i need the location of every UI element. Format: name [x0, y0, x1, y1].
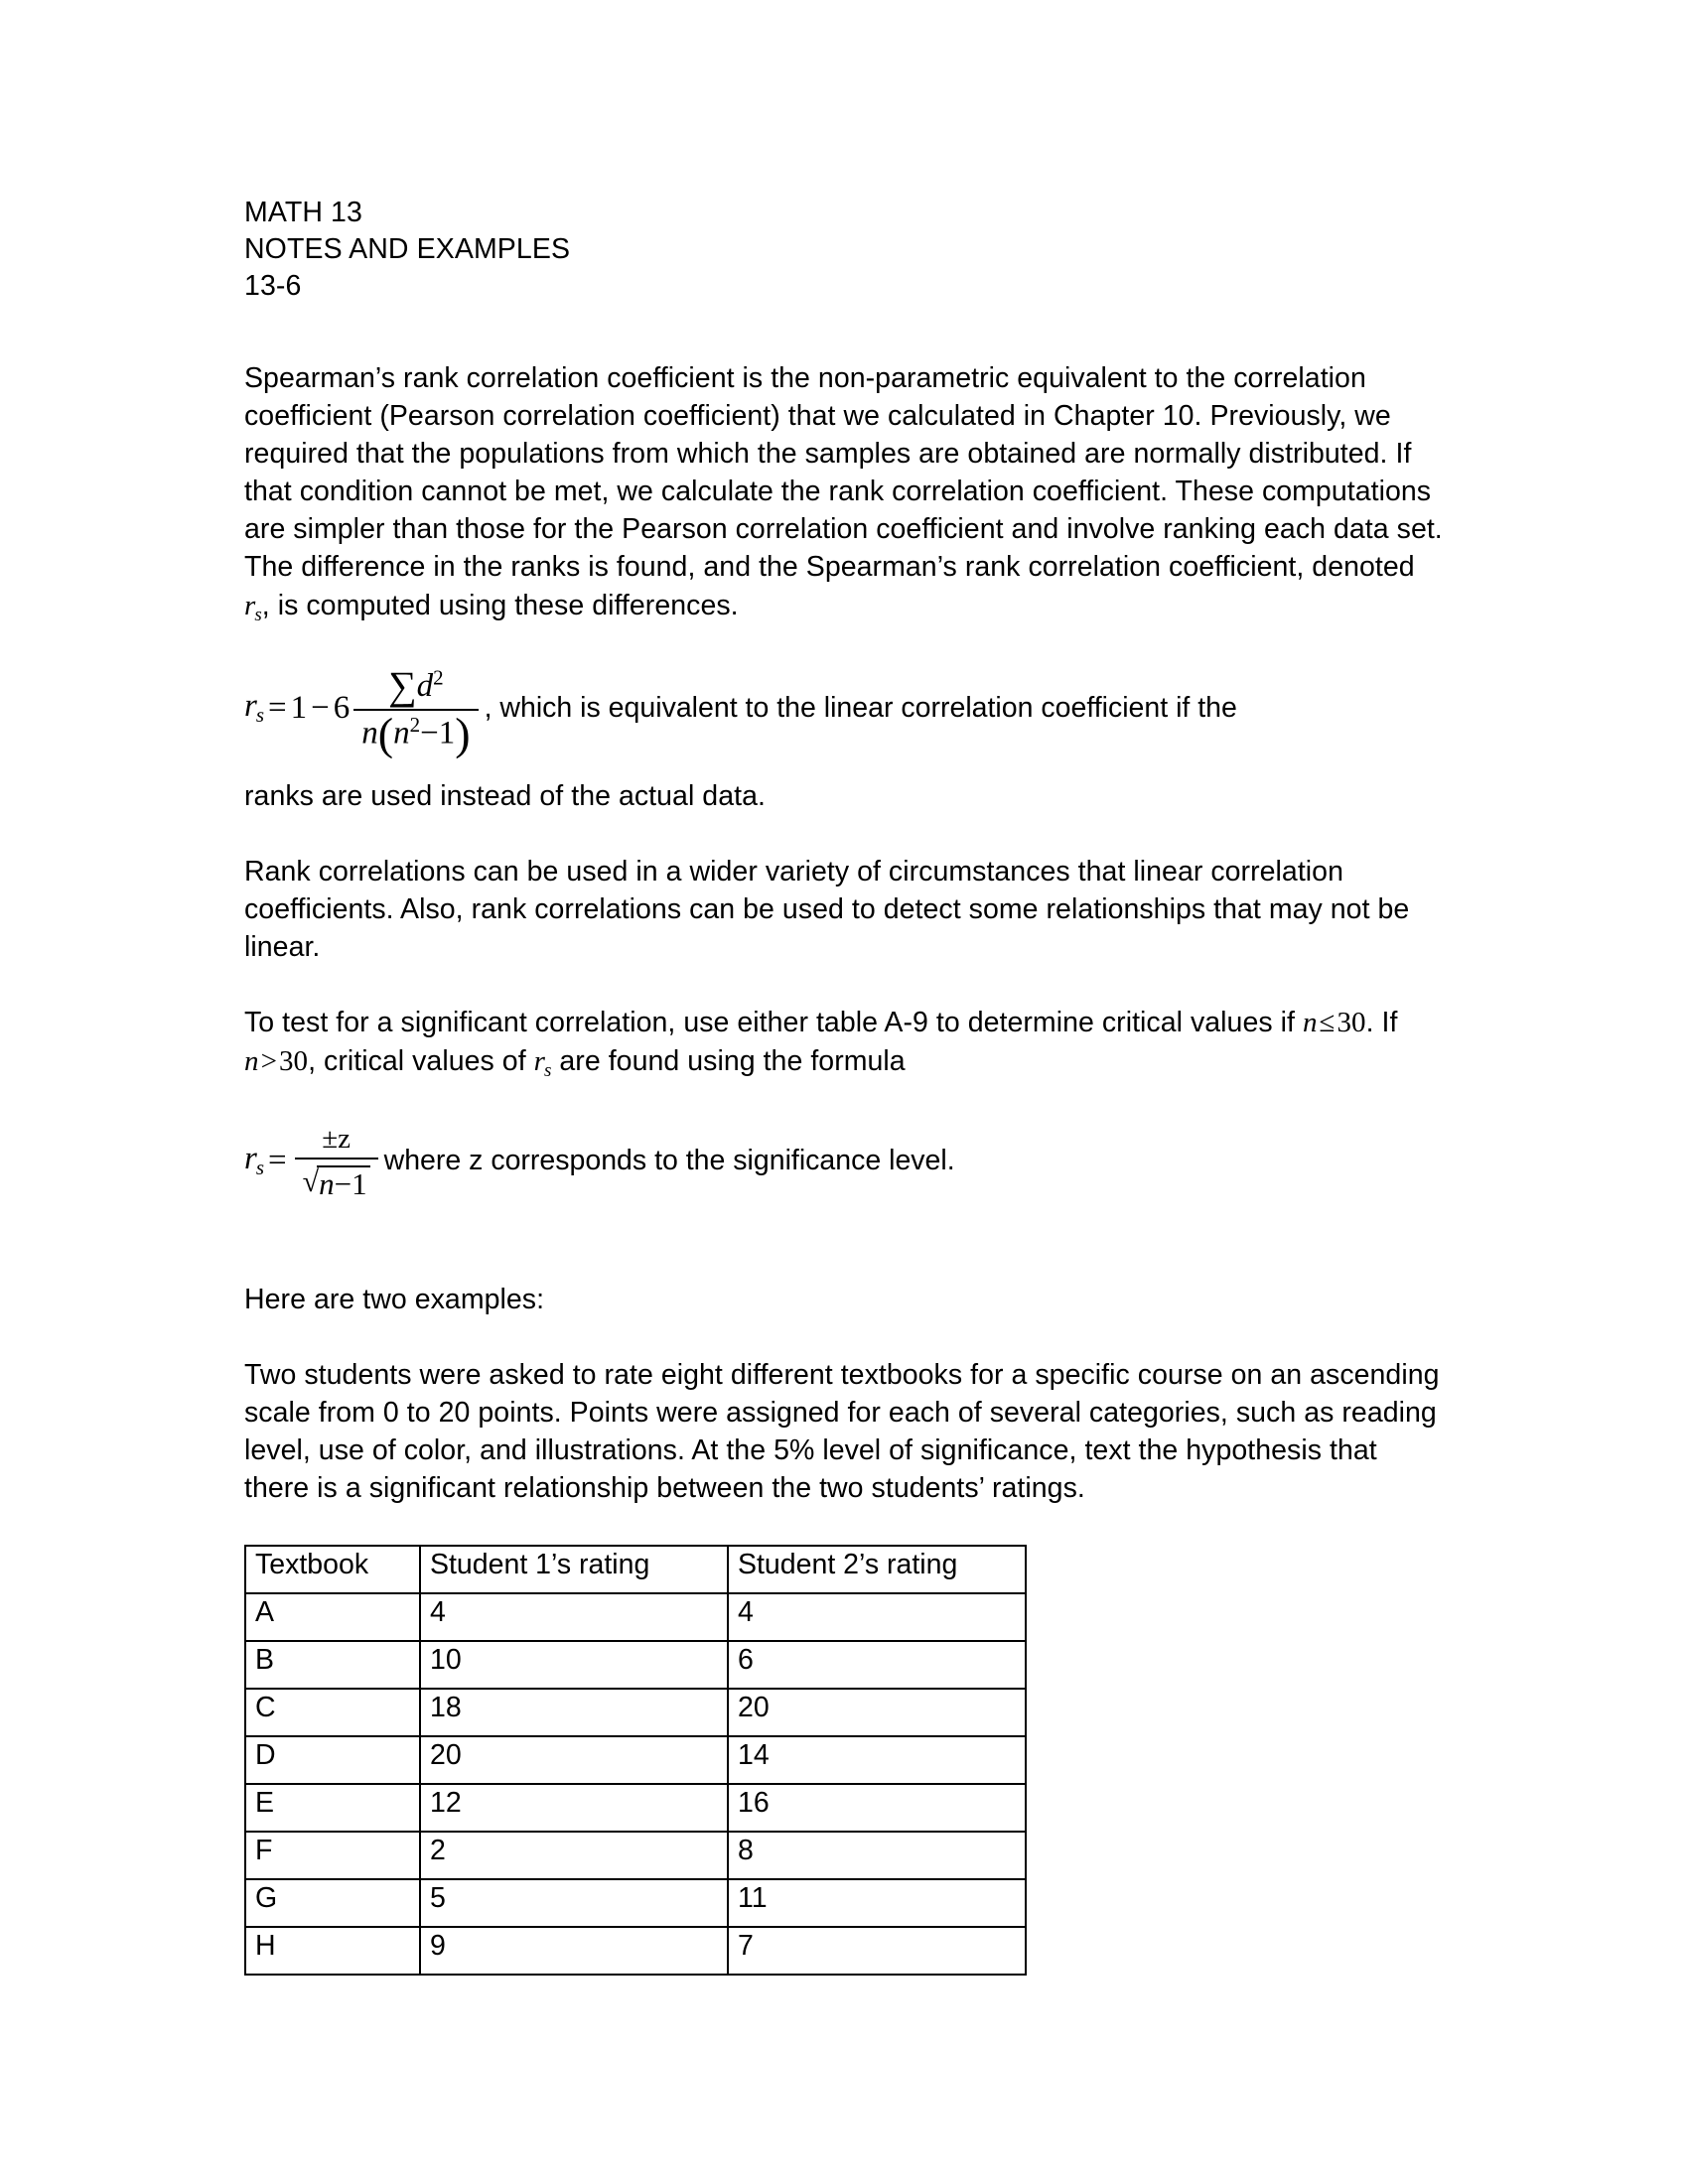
- thirty-2: 30: [278, 1044, 309, 1077]
- formula1-lhs: $r_s$: [244, 688, 265, 728]
- cell-student1-rating: 12: [420, 1784, 728, 1832]
- formula1-six: 6: [333, 689, 351, 726]
- cell-student2-rating: 8: [728, 1832, 1026, 1879]
- formula1-following-line: ranks are used instead of the actual data.: [244, 779, 766, 812]
- gt-operator: >: [260, 1044, 277, 1077]
- formula2-numerator: ±z: [322, 1122, 352, 1155]
- cell-textbook: A: [245, 1593, 420, 1641]
- spacer: [244, 751, 1446, 777]
- intro-paragraph: [244, 359, 1446, 627]
- examples-intro: Here are two examples:: [244, 1283, 545, 1315]
- formula2-lhs: $r_s$: [244, 1141, 265, 1180]
- spacer: [244, 1083, 1446, 1121]
- intro-text-part1: Spearman’s rank correlation coefficient is the non-parametric equivalent to the correlation coefficient (Pearson correlation coefficient) that we calculated in Chapter 10. Previously, we required that the populations from which the samples are obtained are normally distributed. If that condition cannot be met, we calculate the rank correlation coefficient. These computations are simpler than those for the Pearson correlation coefficient and involve ranking each data set. The difference in the ranks is found, and the Spearman’s rank correlation coefficient, denoted: [244, 362, 1443, 584]
- cell-textbook: E: [245, 1784, 420, 1832]
- column-header-student1: Student 1’s rating: [420, 1546, 728, 1593]
- document-subtitle: NOTES AND EXAMPLES: [244, 232, 571, 265]
- sqrt-icon: √: [302, 1165, 320, 1199]
- intro-text-part2: , is computed using these differences.: [261, 589, 739, 621]
- example-problem-text: Two students were asked to rate eight different textbooks for a specific course on an ascending scale from 0 to 20 points. Points were assigned for each of several categories, such as reading level, use of color, and illustrations. At the 5% level of significance, text the hypothesis that there is a significant relationship between the two students’ ratings.: [244, 1358, 1440, 1504]
- cell-student2-rating: 16: [728, 1784, 1026, 1832]
- table-row: [245, 1927, 1026, 1975]
- critical-value-formula-row: [244, 1121, 1446, 1201]
- rank-correlations-paragraph: Rank correlations can be used in a wider variety of circumstances that linear correlation coefficients. Also, rank correlations can be used to detect some relationships that may not be linear.: [244, 855, 1410, 963]
- spacer: [244, 1201, 1446, 1281]
- cell-textbook: C: [245, 1689, 420, 1736]
- ratings-table-wrapper: [244, 1545, 1446, 1976]
- spacer: [244, 1318, 1446, 1356]
- critical-value-formula: [244, 1121, 382, 1201]
- cell-textbook: B: [245, 1641, 420, 1689]
- table-row: [245, 1736, 1026, 1784]
- cell-student1-rating: 2: [420, 1832, 728, 1879]
- document-header: [244, 195, 1446, 304]
- formula1-fraction: [353, 662, 478, 760]
- formula2-denominator: [295, 1160, 378, 1201]
- column-header-textbook: Textbook: [245, 1546, 420, 1593]
- spacer: [244, 304, 1446, 359]
- formula2-trailing-text: where z corresponds to the significance level.: [383, 1144, 955, 1176]
- cell-student1-rating: 5: [420, 1879, 728, 1927]
- formula1-minus: −: [311, 689, 330, 726]
- column-header-student2: Student 2’s rating: [728, 1546, 1026, 1593]
- table-row: [245, 1784, 1026, 1832]
- test-text-part2: . If: [1365, 1006, 1398, 1038]
- spacer: [244, 966, 1446, 1004]
- course-title: MATH 13: [244, 197, 362, 228]
- radicand: n−1: [317, 1165, 369, 1201]
- thirty-1: 30: [1336, 1006, 1366, 1038]
- table-row: [245, 1593, 1026, 1641]
- spacer: [244, 1507, 1446, 1545]
- cell-student1-rating: 10: [420, 1641, 728, 1689]
- rs-symbol-inline: $r_s$: [244, 589, 262, 625]
- spacer: [244, 627, 1446, 665]
- cell-textbook: H: [245, 1927, 420, 1975]
- formula1-trailing-text: , which is equivalent to the linear correlation coefficient if the: [484, 691, 1237, 724]
- cell-student1-rating: 18: [420, 1689, 728, 1736]
- significance-test-paragraph: [244, 1004, 1446, 1083]
- formula1-numerator: $\sum d^2$: [388, 662, 444, 708]
- cell-student2-rating: 4: [728, 1593, 1026, 1641]
- rs-symbol-test: $r_s$: [533, 1044, 552, 1081]
- table-row: [245, 1689, 1026, 1736]
- spearman-formula-row: [244, 662, 1446, 760]
- cell-textbook: D: [245, 1736, 420, 1784]
- n-symbol-1: n: [1302, 1006, 1318, 1038]
- cell-student2-rating: 11: [728, 1879, 1026, 1927]
- le-operator: ≤: [1319, 1006, 1336, 1038]
- cell-student1-rating: 9: [420, 1927, 728, 1975]
- cell-student1-rating: 20: [420, 1736, 728, 1784]
- document-content: [244, 195, 1446, 1976]
- formula1-denominator: $n(n^2-1)$: [361, 709, 471, 760]
- cell-textbook: F: [245, 1832, 420, 1879]
- ratings-table: [244, 1545, 1027, 1976]
- table-row: [245, 1879, 1026, 1927]
- formula2-fraction: [295, 1121, 378, 1201]
- formula2-equals: =: [268, 1142, 287, 1178]
- cell-student2-rating: 20: [728, 1689, 1026, 1736]
- table-header-row: [245, 1546, 1026, 1593]
- section-number: 13-6: [244, 269, 302, 302]
- test-text-part4: are found using the formula: [551, 1044, 906, 1077]
- sigma-icon: ∑: [388, 662, 417, 708]
- test-text-part1: To test for a significant correlation, use either table A-9 to determine critical values if: [244, 1006, 1303, 1038]
- cell-student2-rating: 6: [728, 1641, 1026, 1689]
- formula1-equals: =: [268, 689, 287, 726]
- formula1-one: 1: [290, 689, 308, 726]
- spearman-formula: [244, 662, 483, 760]
- table-row: [245, 1832, 1026, 1879]
- n-symbol-2: n: [244, 1044, 259, 1077]
- cell-student2-rating: 14: [728, 1736, 1026, 1784]
- test-text-part3: , critical values of: [308, 1044, 534, 1077]
- cell-textbook: G: [245, 1879, 420, 1927]
- table-row: [245, 1641, 1026, 1689]
- spacer: [244, 815, 1446, 853]
- cell-student1-rating: 4: [420, 1593, 728, 1641]
- cell-student2-rating: 7: [728, 1927, 1026, 1975]
